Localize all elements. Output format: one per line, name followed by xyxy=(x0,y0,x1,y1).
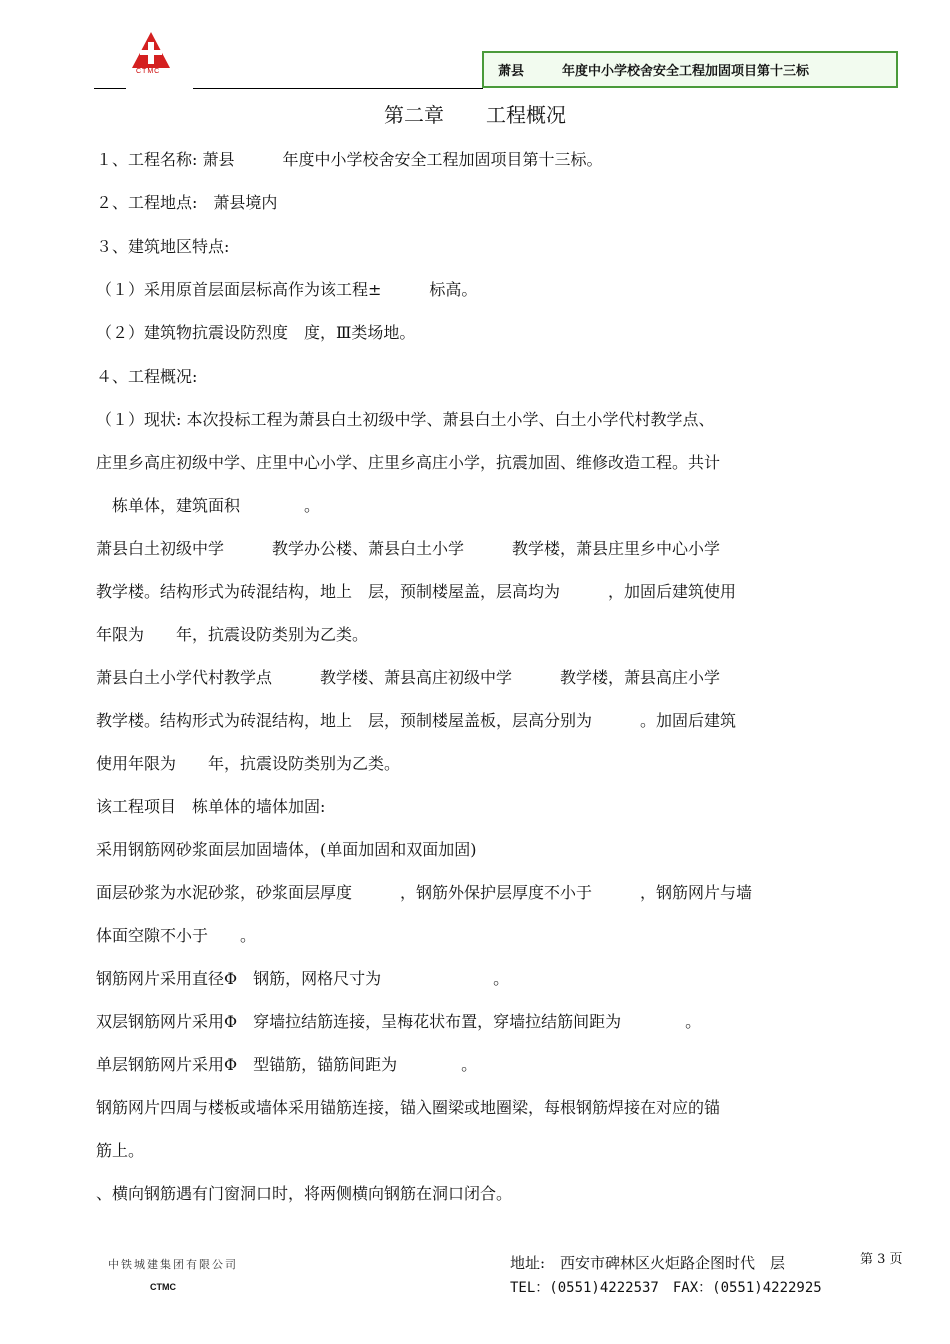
body-line: 该工程项目 栋单体的墙体加固: xyxy=(96,797,326,816)
footer-address: 地址: 西安市碑林区火炬路企图时代 层 xyxy=(510,1254,786,1272)
footer-tel-fax: TEL：(0551)4222537 FAX：(0551)4222925 xyxy=(510,1280,822,1296)
body-line: 年限为 年，抗震设防类别为乙类。 xyxy=(96,625,369,644)
body-line: 采用钢筋网砂浆面层加固墙体，(单面加固和双面加固) xyxy=(96,840,477,859)
body-line: 教学楼。结构形式为砖混结构，地上 层，预制楼屋盖，层高均为 ，加固后建筑使用 xyxy=(96,582,737,601)
header-project-title: 年度中小学校舍安全工程加固项目第十三标 xyxy=(562,64,810,79)
body-line: 钢筋网片四周与楼板或墙体采用锚筋连接，锚入圈梁或地圈梁，每根钢筋焊接在对应的锚 xyxy=(96,1098,721,1117)
body-line: 萧县白土初级中学 教学办公楼、萧县白土小学 教学楼，萧县庄里乡中心小学 xyxy=(96,539,721,558)
body-line: ３、建筑地区特点: xyxy=(96,237,230,256)
footer-ctmc: CTMC xyxy=(150,1282,176,1292)
body-line: 教学楼。结构形式为砖混结构，地上 层，预制楼屋盖板，层高分别为 。加固后建筑 xyxy=(96,711,737,730)
body-line: ２、工程地点: 萧县境内 xyxy=(96,193,278,212)
body-line: 、横向钢筋遇有门窗洞口时，将两侧横向钢筋在洞口闭合。 xyxy=(96,1184,513,1203)
body-line: 体面空隙不小于 。 xyxy=(96,926,257,945)
body-line: 钢筋网片采用直径Φ 钢筋，网格尺寸为 。 xyxy=(96,969,510,988)
body-line: （２）建筑物抗震设防烈度 度，Ⅲ类场地。 xyxy=(96,323,416,342)
project-header-box xyxy=(482,51,898,88)
header-county: 萧县 xyxy=(498,64,525,79)
header-rule-right xyxy=(193,88,483,89)
body-line: ４、工程概况: xyxy=(96,367,198,386)
body-line: 使用年限为 年，抗震设防类别为乙类。 xyxy=(96,754,401,773)
chapter-title xyxy=(0,99,950,128)
body-line: 双层钢筋网片采用Φ 穿墙拉结筋连接，呈梅花状布置，穿墙拉结筋间距为 。 xyxy=(96,1012,702,1031)
footer-company: 中铁城建集团有限公司 xyxy=(108,1258,238,1271)
body-line: １、工程名称: 萧县 年度中小学校舍安全工程加固项目第十三标。 xyxy=(96,150,603,169)
body-line: 面层砂浆为水泥砂浆，砂浆面层厚度 ，钢筋外保护层厚度不小于 ，钢筋网片与墙 xyxy=(96,883,753,902)
body-line: 栋单体，建筑面积 。 xyxy=(96,496,321,515)
body-line: （１）现状: 本次投标工程为萧县白土初级中学、萧县白土小学、白土小学代村教学点、 xyxy=(96,410,715,429)
body-line: 单层钢筋网片采用Φ 型锚筋，锚筋间距为 。 xyxy=(96,1055,478,1074)
body-line: 庄里乡高庄初级中学、庄里中心小学、庄里乡高庄小学，抗震加固、维修改造工程。共计 xyxy=(96,453,721,472)
body-line: 筋上。 xyxy=(96,1141,145,1160)
body-line: （１）采用原首层面层标高作为该工程± 标高。 xyxy=(96,280,478,299)
chapter-number: 第二章 xyxy=(384,103,444,127)
page-number: 第 3 页 xyxy=(860,1252,903,1267)
logo-text: CTMC xyxy=(136,68,161,75)
header-rule-left xyxy=(94,88,126,89)
chapter-name: 工程概况 xyxy=(486,103,566,127)
body-line: 萧县白土小学代村教学点 教学楼、萧县高庄初级中学 教学楼，萧县高庄小学 xyxy=(96,668,721,687)
